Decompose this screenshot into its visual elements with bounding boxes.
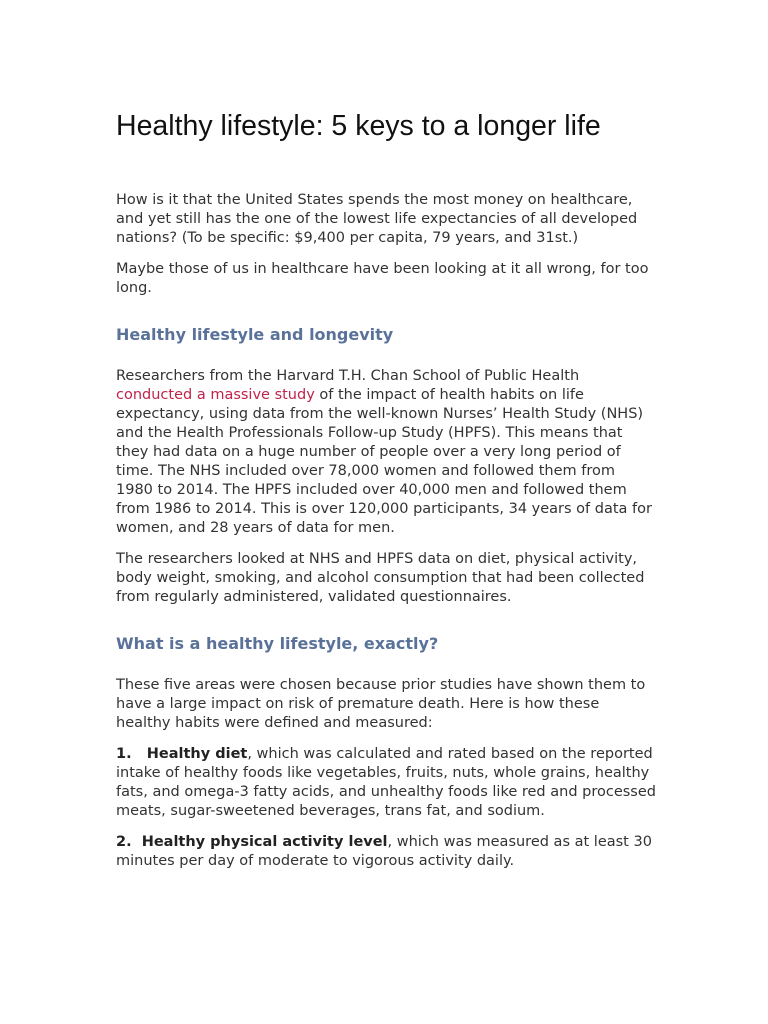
list-item-number: 2. [116,834,142,850]
list-item-text: , which was measured as at least 30 minutes per day of moderate to vigorous activity daily. [116,834,652,869]
list-item-title: Healthy physical activity level [141,834,388,850]
page-title: Healthy lifestyle: 5 keys to a longer life [116,110,601,142]
section-heading-definition: What is a healthy lifestyle, exactly? [116,634,439,653]
list-item-healthy-diet [116,745,656,821]
study-paragraph [116,367,656,538]
areas-paragraph: These five areas were chosen because prior studies have shown them to have a large impact on risk of premature death. Here is how these healthy habits were defined and measured: [116,677,646,731]
list-item-physical-activity [116,833,656,871]
list-item-title: Healthy diet [146,746,248,762]
study-link[interactable]: conducted a massive study [116,387,315,403]
list-item-number: 1. [116,746,147,762]
study-text-after-link: of the impact of health habits on life expectancy, using data from the well-known Nurses’ Health Study (NHS) and the Health Professionals Follow-up Study (HPFS). This means that they had data on a huge number of people over a very long period of time. The NHS included over 78,000 women and followed them from 1980 to 2014. The HPFS included over 40,000 men and followed them from 1986 to 2014. This is over 120,000 participants, 34 years of data for women, and 28 years of data for men. [116,387,652,536]
intro-paragraph-2: Maybe those of us in healthcare have been looking at it all wrong, for too long. [116,261,649,296]
study-text-before-link: Researchers from the Harvard T.H. Chan School of Public Health [116,368,580,384]
section-heading-longevity: Healthy lifestyle and longevity [116,325,394,344]
data-paragraph: The researchers looked at NHS and HPFS data on diet, physical activity, body weight, smoking, and alcohol consumption that had been collected from regularly administered, validated questionnaires. [116,551,645,605]
article [116,106,656,883]
list-item-text: , which was calculated and rated based on the reported intake of healthy foods like vegetables, fruits, nuts, whole grains, healthy fats, and omega-3 fatty acids, and unhealthy foods like red and processed meats, sugar-sweetened beverages, trans fat, and sodium. [116,746,656,819]
intro-paragraph-1: How is it that the United States spends the most money on healthcare, and yet still has the one of the lowest life expectancies of all developed nations? (To be specific: $9,400 per capita, 79 years, and 31st.) [116,192,638,246]
